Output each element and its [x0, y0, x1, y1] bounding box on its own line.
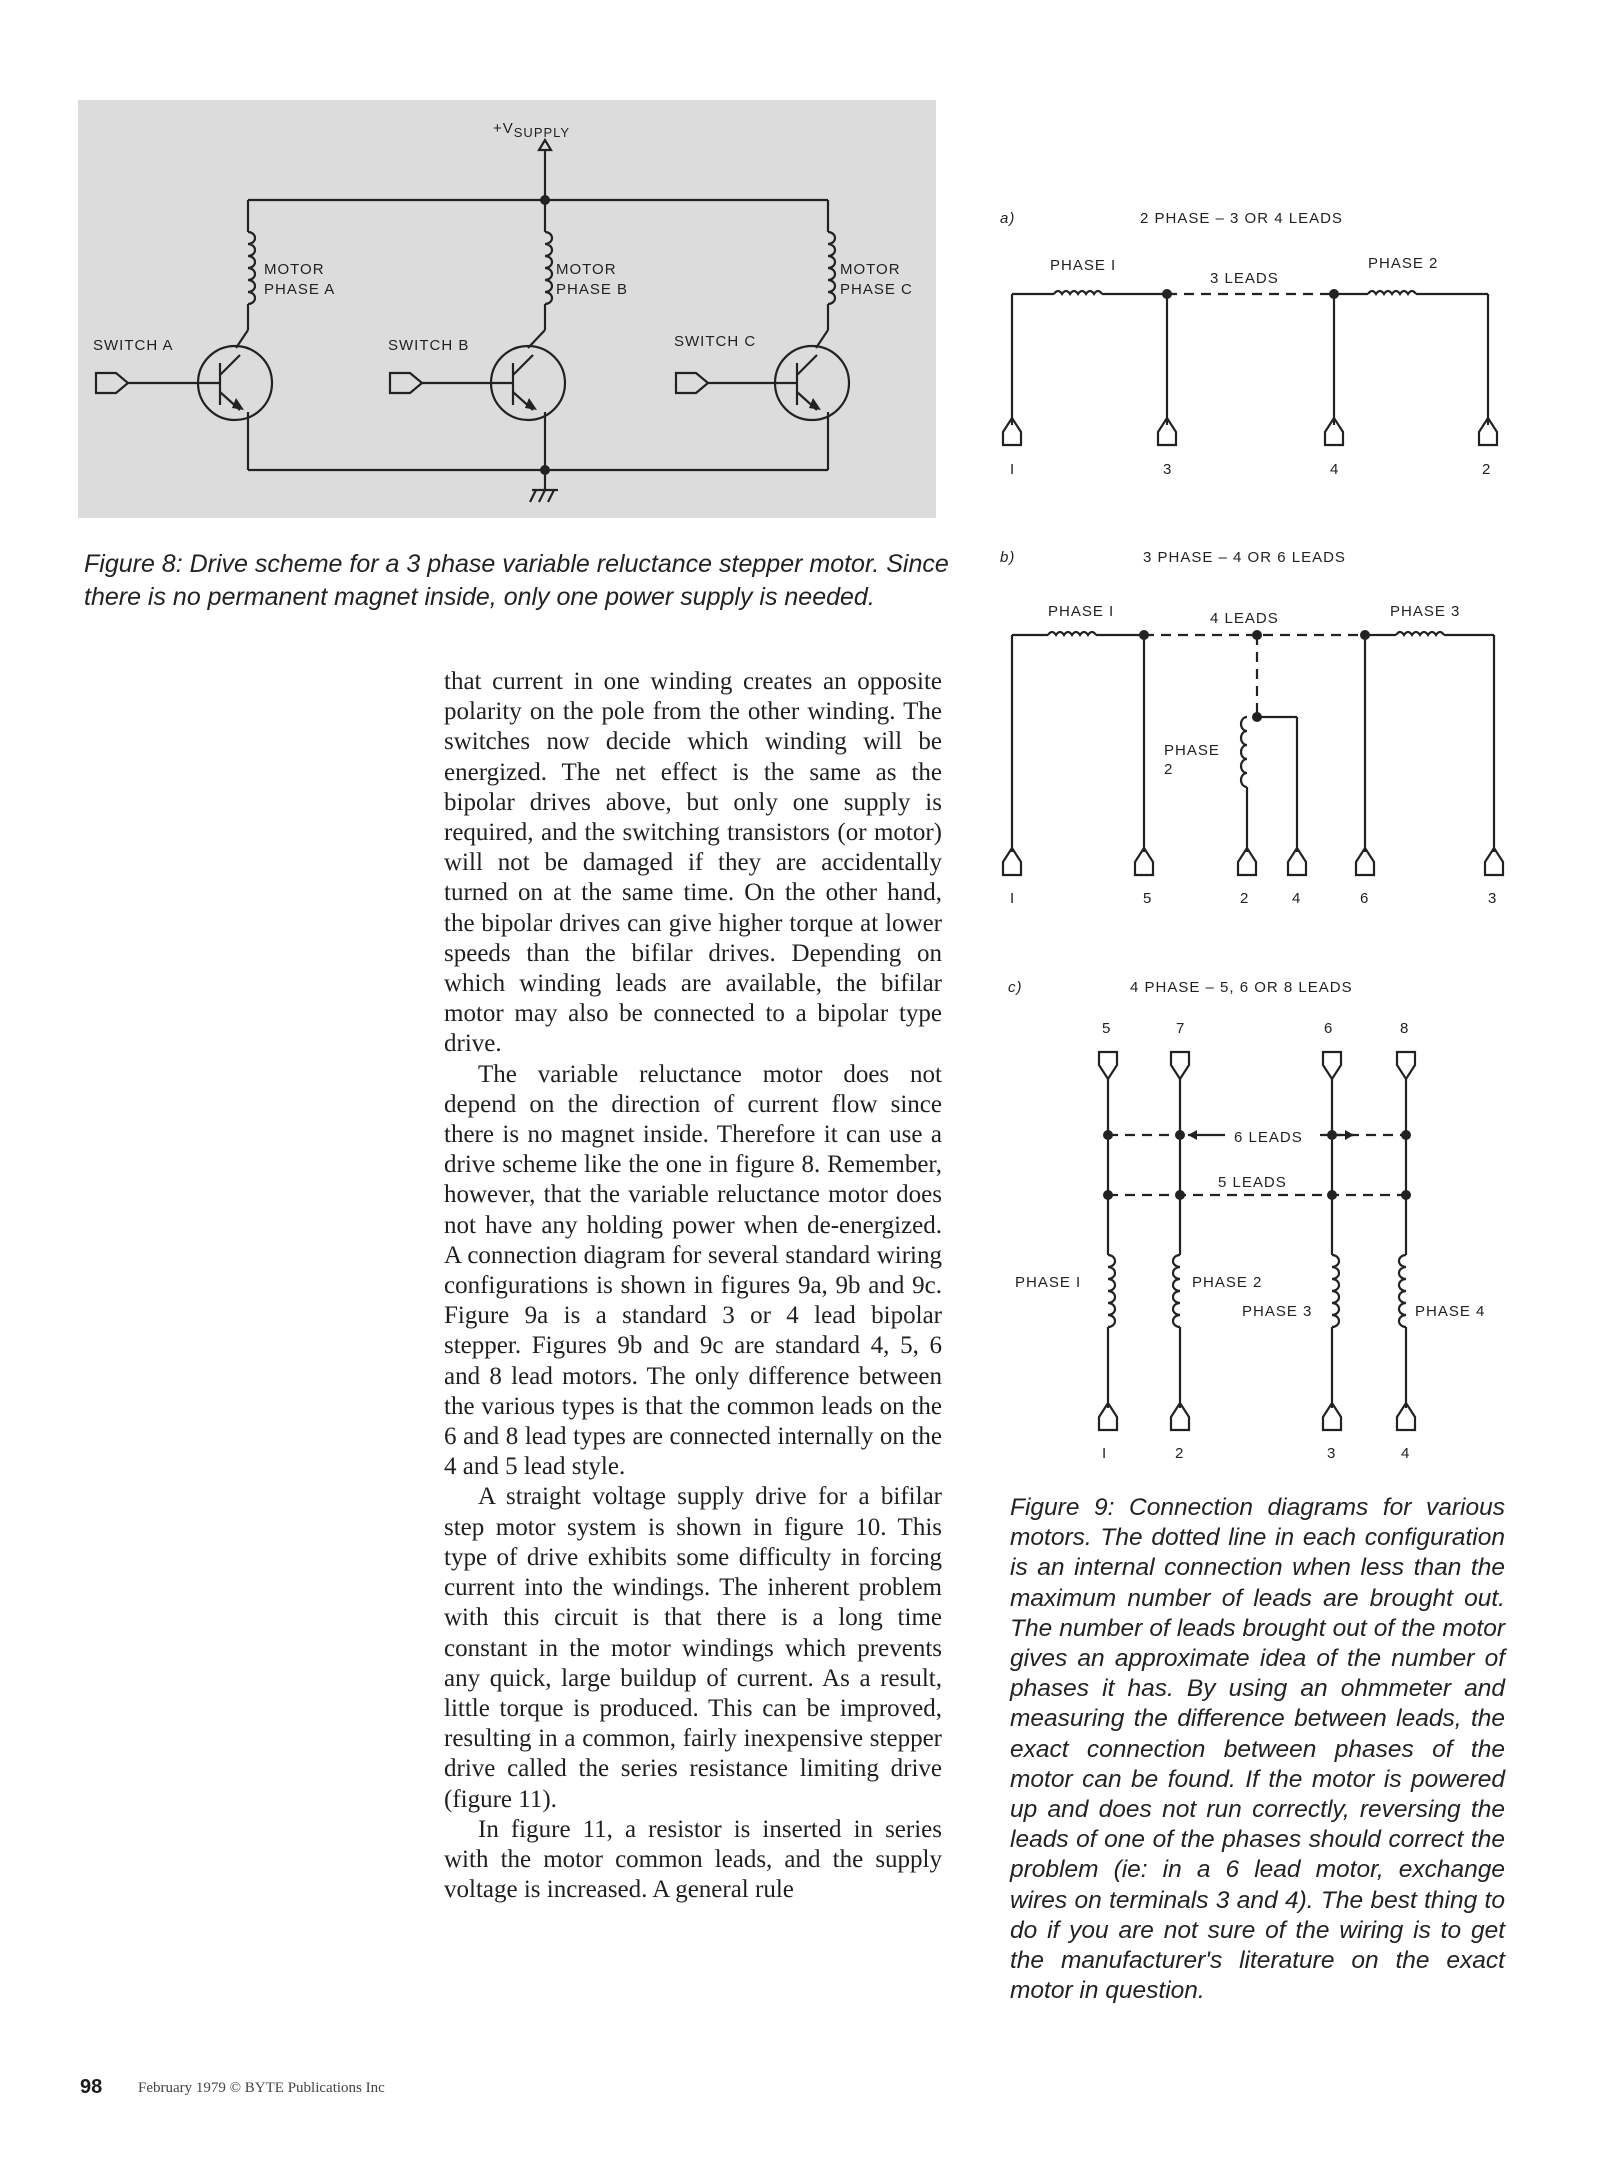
fig9c-phase2: PHASE 2 — [1192, 1274, 1263, 1291]
paragraph-1: that current in one winding creates an opposite polarity on the pole from the other winding. The switches now decide which winding will be energized. The net effect is the same as the bipolar drives above, but only one supply is required, and the switching transistors (or motor) will not be damaged if they are accidentally turned on at the same time. On the other hand, the bipolar drives can give higher torque at lower speeds than the bifilar drives. Depending on which winding leads are available, the bifilar motor may also be connected to a bipolar type drive. — [444, 668, 942, 1058]
svg-text:2: 2 — [1175, 1445, 1185, 1462]
switch-c-label: SWITCH C — [674, 333, 757, 350]
svg-text:8: 8 — [1400, 1020, 1410, 1037]
phase-c-label: PHASE C — [840, 281, 913, 298]
svg-text:4: 4 — [1292, 890, 1302, 907]
svg-text:4: 4 — [1401, 1445, 1411, 1462]
svg-text:I: I — [1010, 890, 1016, 907]
coil-phase-b-icon — [545, 232, 552, 304]
fig9a-title: 2 PHASE – 3 OR 4 LEADS — [1140, 210, 1343, 227]
fig9b-letter: b) — [1000, 549, 1016, 566]
motor-b-label: MOTOR — [556, 261, 617, 278]
figure-8-caption: Figure 8: Drive scheme for a 3 phase variable reluctance stepper motor. Since there is no permanent magnet inside, only one power supply is needed. — [84, 550, 949, 611]
svg-text:3: 3 — [1163, 461, 1173, 478]
fig9c-five-leads: 5 LEADS — [1218, 1174, 1287, 1191]
svg-text:2: 2 — [1240, 890, 1250, 907]
phase-a-label: PHASE A — [264, 281, 336, 298]
coil-phase-a-icon — [248, 232, 255, 304]
fig9b-phase1: PHASE I — [1048, 603, 1115, 620]
supply-terminal-icon — [539, 140, 551, 150]
phase-b-label: PHASE B — [556, 281, 629, 298]
page-number: 98 — [80, 2076, 103, 2098]
svg-text:2: 2 — [1482, 461, 1492, 478]
svg-text:6: 6 — [1324, 1020, 1334, 1037]
paragraph-2: The variable reluctance motor does not depend on the direction of current flow since there is no magnet inside. Therefore it can use a drive scheme like the one in figure 8. Remember, however, that the variable reluctance motor does not have any holding power when de-energized. A connection diagram for several standard wiring configurations is shown in figures 9a, 9b and 9c. Figure 9a is a standard 3 or 4 lead bipolar stepper. Figures 9b and 9c are standard 4, 5, 6 and 8 lead motors. The only difference between the various types is that the common leads on the 6 and 8 lead types are connected internally on the 4 and 5 lead style. — [444, 1060, 942, 1481]
supply-label: +VSUPPLY — [493, 120, 571, 140]
fig9c-letter: c) — [1008, 979, 1023, 996]
fig9b-phase2: PHASE — [1164, 742, 1220, 759]
fig9b-leads: 4 LEADS — [1210, 610, 1279, 627]
fig9a-letter: a) — [1000, 210, 1016, 227]
svg-text:3: 3 — [1488, 890, 1498, 907]
switch-b-label: SWITCH B — [388, 337, 470, 354]
fig9b-title: 3 PHASE – 4 OR 6 LEADS — [1143, 549, 1346, 566]
fig9a-leads: 3 LEADS — [1210, 270, 1279, 287]
figure-9-diagrams — [960, 180, 1520, 1480]
svg-text:5: 5 — [1102, 1020, 1112, 1037]
fig9c-phase3: PHASE 3 — [1242, 1303, 1313, 1320]
svg-text:I: I — [1102, 1445, 1108, 1462]
fig9c-phase4: PHASE 4 — [1415, 1303, 1486, 1320]
figure-9-caption: Figure 9: Connection diagrams for various motors. The dotted line in each configuration is an internal connection when less than the maximum number of leads are brought out. The number of leads brought out of the motor gives an approximate idea of the number of phases it has. By using an ohmmeter and measuring the difference between leads, the exact connection between phases of the motor can be found. If the motor is powered up and does not run correctly, reversing the leads of one of the phases should correct the problem (ie: in a 6 lead motor, exchange wires on terminals 3 and 4). The best thing to do if you are not sure of the wiring is to get the manufacturer's literature on the exact motor in question. — [1010, 1494, 1505, 2005]
footer-credit: February 1979 © BYTE Publications Inc — [138, 2080, 385, 2096]
svg-text:5: 5 — [1143, 890, 1153, 907]
fig9a-phase2: PHASE 2 — [1368, 255, 1439, 272]
fig9c-phase1: PHASE I — [1015, 1274, 1082, 1291]
svg-text:4: 4 — [1330, 461, 1340, 478]
article-body — [444, 667, 942, 1905]
fig9c-six-leads: 6 LEADS — [1234, 1129, 1303, 1146]
fig9b-phase3: PHASE 3 — [1390, 603, 1461, 620]
svg-text:I: I — [1010, 461, 1016, 478]
fig9c-title: 4 PHASE – 5, 6 OR 8 LEADS — [1130, 979, 1353, 996]
motor-c-label: MOTOR — [840, 261, 901, 278]
svg-text:6: 6 — [1360, 890, 1370, 907]
figure-8-schematic — [0, 0, 960, 540]
fig9a-phase1: PHASE I — [1050, 257, 1117, 274]
paragraph-3: A straight voltage supply drive for a bifilar step motor system is shown in figure 10. This type of drive exhibits some difficulty in forcing current into the windings. The inherent problem with this circuit is that there is a long time constant in the motor windings which prevents any quick, large buildup of current. As a result, little torque is produced. This can be improved, resulting in a common, fairly inexpensive stepper drive called the series resistance limiting drive (figure 11). — [444, 1483, 942, 1813]
svg-text:2: 2 — [1164, 761, 1174, 778]
paragraph-4: In figure 11, a resistor is inserted in series with the motor common leads, and the supply voltage is increased. A general rule — [444, 1815, 942, 1904]
switch-a-label: SWITCH A — [93, 337, 174, 354]
svg-text:7: 7 — [1176, 1020, 1186, 1037]
svg-text:3: 3 — [1327, 1445, 1337, 1462]
motor-a-label: MOTOR — [264, 261, 325, 278]
